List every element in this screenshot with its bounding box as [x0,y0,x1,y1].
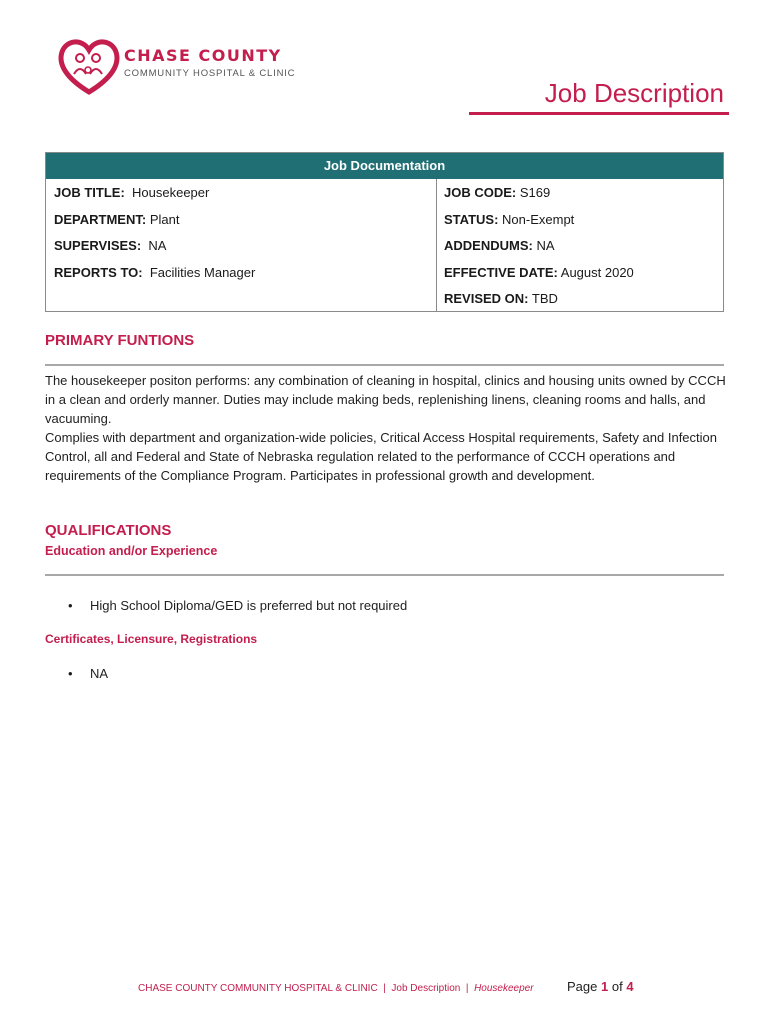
supervises-value: NA [148,238,167,253]
table-divider [436,179,437,311]
page-title: Job Description [544,78,724,108]
footer-separator: | [465,983,469,994]
status-label: STATUS: [444,212,499,227]
list-item [68,666,108,681]
page-current: 1 [601,979,609,994]
job-code-label: JOB CODE: [444,185,517,200]
bullet-icon: • [68,598,73,613]
addendums-label: ADDENDUMS: [444,238,533,253]
education-item: High School Diploma/GED is preferred but not required [90,598,408,613]
addendums-field [444,238,555,253]
effective-date-label: EFFECTIVE DATE: [444,265,558,280]
footer-role: Housekeeper [474,983,534,994]
primary-paragraph-2: Complies with department and organization-wide policies, Critical Access Hospital requirements, Safety and Infection Control, all and Federal and State of Nebraska regulation related to the performance of CCCH operations and requirements of the Compliance Program. Participates in professional growth and development. [45,430,717,483]
reports-to-value: Facilities Manager [149,265,256,280]
page-footer [138,983,534,994]
supervises-field [54,238,166,253]
list-item [68,598,407,613]
footer-org: CHASE COUNTY COMMUNITY HOSPITAL & CLINIC [138,983,378,994]
revised-on-field [444,291,558,306]
primary-paragraph-1: The housekeeper positon performs: any combination of cleaning in hospital, clinics and housing units owned by CCCH in a clean and orderly manner. Duties may include making beds, replenishing linens, cleaning rooms and halls, and vacuuming. [45,373,726,426]
department-field [54,212,179,227]
footer-separator: | [383,983,386,994]
logo-name: CHASE COUNTY [124,46,282,65]
job-documentation-table [45,152,724,312]
logo-subtitle: COMMUNITY HOSPITAL & CLINIC [124,68,296,79]
department-label: DEPARTMENT: [54,212,147,227]
hospital-logo [56,36,296,96]
heart-family-icon [56,36,122,96]
primary-functions-text [45,371,730,485]
table-heading: Job Documentation [46,153,723,179]
section-divider [45,574,724,576]
primary-functions-heading: PRIMARY FUNTIONS [45,332,195,349]
reports-to-label: REPORTS TO: [54,265,143,280]
page-total: 4 [626,979,634,994]
title-underline [469,112,729,115]
page-number [567,979,634,994]
certificate-item: NA [90,666,109,681]
revised-on-value: TBD [531,291,558,306]
job-code-field [444,185,550,200]
job-title-label: JOB TITLE: [54,185,125,200]
status-field [444,212,574,227]
qualifications-heading: QUALIFICATIONS [45,522,172,539]
addendums-value: NA [536,238,555,253]
reports-to-field [54,265,255,280]
page-of: of [611,979,623,994]
section-divider [45,364,724,366]
revised-on-label: REVISED ON: [444,291,529,306]
page-word: Page [567,979,598,994]
status-value: Non-Exempt [502,212,575,227]
job-title-value: Housekeeper [132,185,210,200]
job-title-field [54,185,209,200]
effective-date-value: August 2020 [560,265,634,280]
certificates-heading: Certificates, Licensure, Registrations [45,632,258,646]
department-value: Plant [149,212,180,227]
bullet-icon: • [68,666,73,681]
effective-date-field [444,265,634,280]
job-code-value: S169 [519,185,551,200]
footer-doc: Job Description [391,983,461,994]
supervises-label: SUPERVISES: [54,238,142,253]
education-heading: Education and/or Experience [45,544,218,558]
